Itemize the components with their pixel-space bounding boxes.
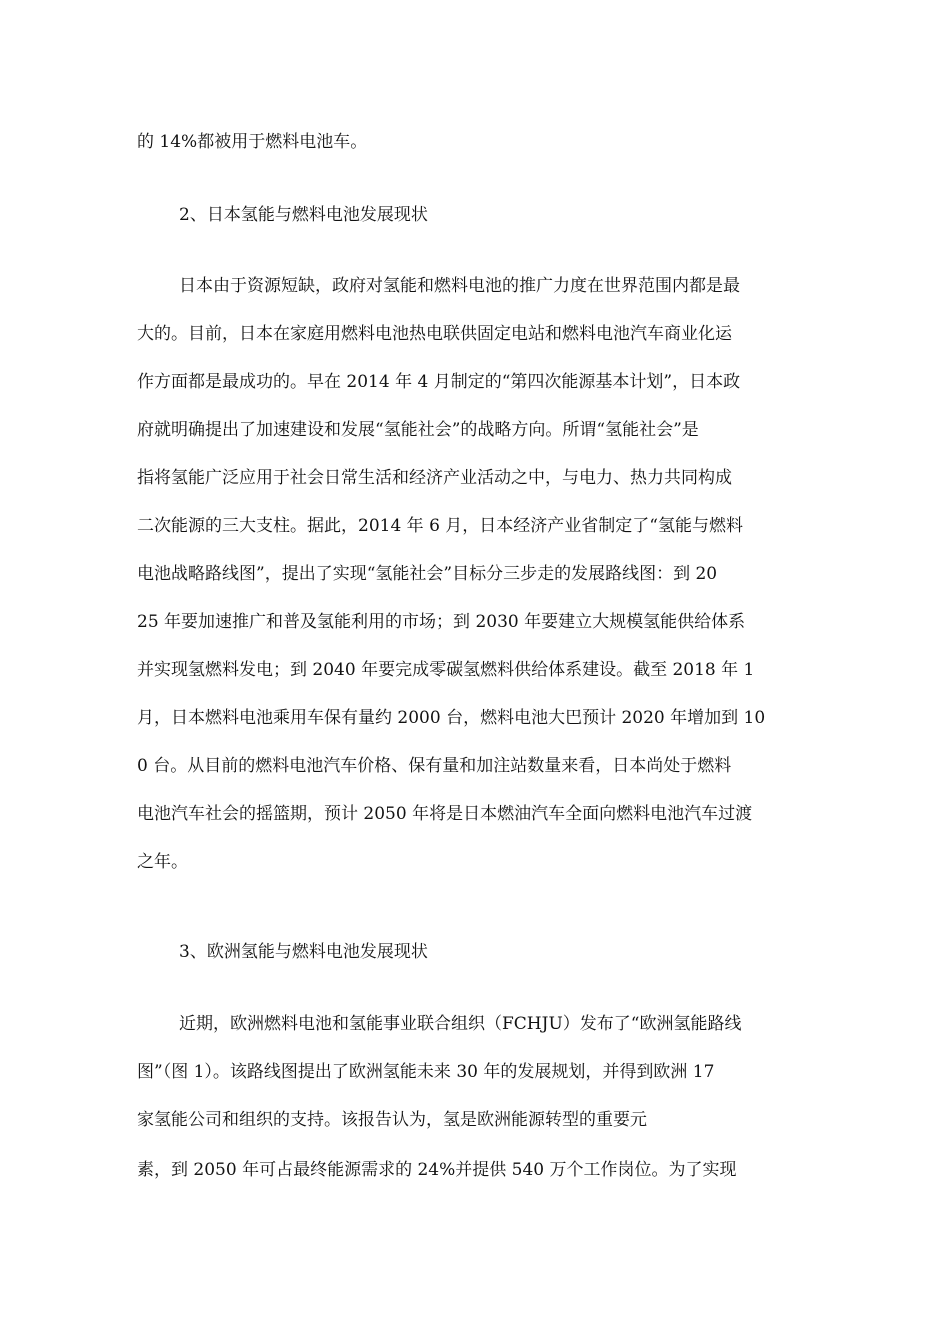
paragraph-line: 之年。 bbox=[137, 852, 188, 872]
paragraph-line: 大的。目前，日本在家庭用燃料电池热电联供固定电站和燃料电池汽车商业化运 bbox=[137, 324, 732, 344]
paragraph-line: 电池战略路线图”，提出了实现“氢能社会”目标分三步走的发展路线图：到 20 bbox=[137, 564, 718, 584]
paragraph-line: 家氢能公司和组织的支持。该报告认为，氢是欧洲能源转型的重要元 bbox=[137, 1110, 647, 1130]
paragraph-line: 月，日本燃料电池乘用车保有量约 2000 台，燃料电池大巴预计 2020 年增加到 10 bbox=[137, 708, 766, 728]
paragraph-line: 素，到 2050 年可占最终能源需求的 24%并提供 540 万个工作岗位。为了实现 bbox=[137, 1160, 737, 1180]
paragraph-line: 近期，欧洲燃料电池和氢能事业联合组织（FCHJU）发布了“欧洲氢能路线 bbox=[179, 1014, 742, 1034]
section-heading: 2、日本氢能与燃料电池发展现状 bbox=[179, 205, 428, 225]
paragraph-line: 日本由于资源短缺，政府对氢能和燃料电池的推广力度在世界范围内都是最 bbox=[179, 276, 740, 296]
paragraph-line: 二次能源的三大支柱。据此，2014 年 6 月，日本经济产业省制定了“氢能与燃料 bbox=[137, 516, 743, 536]
paragraph-line: 0 台。从目前的燃料电池汽车价格、保有量和加注站数量来看，日本尚处于燃料 bbox=[137, 756, 732, 776]
paragraph-line: 指将氢能广泛应用于社会日常生活和经济产业活动之中，与电力、热力共同构成 bbox=[137, 468, 732, 488]
paragraph-line: 作方面都是最成功的。早在 2014 年 4 月制定的“第四次能源基本计划”，日本政 bbox=[137, 372, 741, 392]
paragraph-line: 25 年要加速推广和普及氢能利用的市场；到 2030 年要建立大规模氢能供给体系 bbox=[137, 612, 746, 632]
paragraph-line: 并实现氢燃料发电；到 2040 年要完成零碳氢燃料供给体系建设。截至 2018 年 1 bbox=[137, 660, 755, 680]
paragraph-line: 图”（图 1）。该路线图提出了欧洲氢能未来 30 年的发展规划，并得到欧洲 17 bbox=[137, 1062, 715, 1082]
text-line: 的 14%都被用于燃料电池车。 bbox=[137, 132, 368, 152]
paragraph-line: 府就明确提出了加速建设和发展“氢能社会”的战略方向。所谓“氢能社会”是 bbox=[137, 420, 699, 440]
section-heading: 3、欧洲氢能与燃料电池发展现状 bbox=[179, 942, 428, 962]
paragraph-line: 电池汽车社会的摇篮期，预计 2050 年将是日本燃油汽车全面向燃料电池汽车过渡 bbox=[137, 804, 753, 824]
